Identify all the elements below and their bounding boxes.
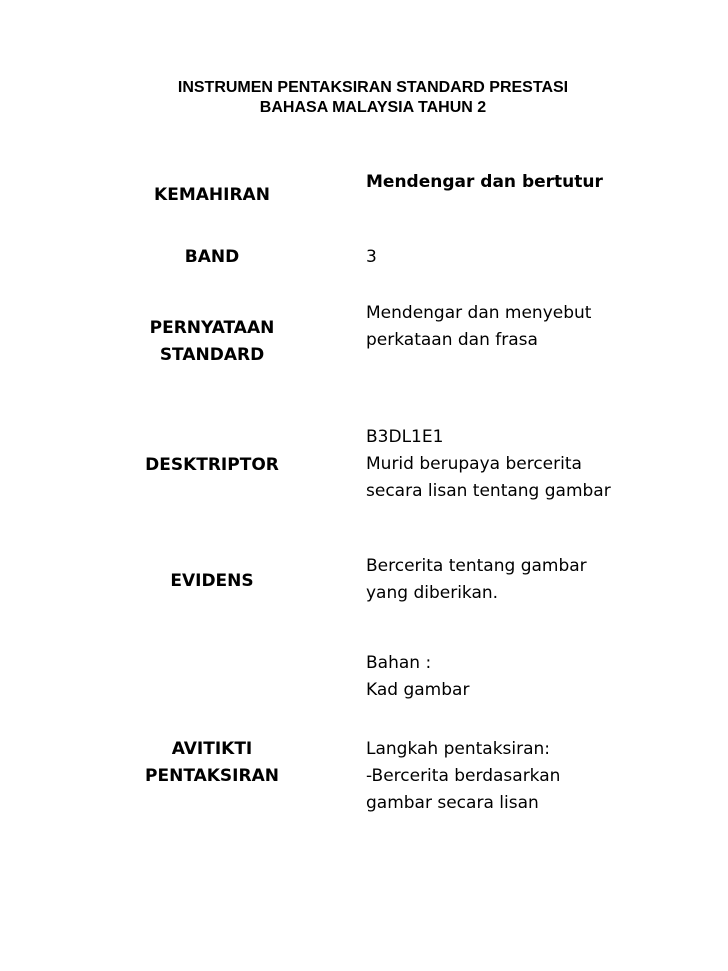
label-kemahiran: KEMAHIRAN — [154, 185, 270, 205]
value-aktiviti-bahan: Bahan : Kad gambar — [366, 653, 470, 700]
title-line-2: BAHASA MALAYSIA TAHUN 2 — [259, 99, 487, 116]
value-pernyataan-standard: Mendengar dan menyebut perkataan dan frasa — [366, 303, 592, 350]
label-aktiviti-pentaksiran: AVITIKTI PENTAKSIRAN — [145, 739, 279, 786]
value-aktiviti-langkah: Langkah pentaksiran: -Bercerita berdasarkan gambar secara lisan — [366, 739, 561, 813]
label-evidens: EVIDENS — [170, 571, 254, 591]
value-kemahiran: Mendengar dan bertutur — [366, 172, 603, 192]
label-band: BAND — [184, 247, 240, 267]
label-pernyataan-standard: PERNYATAAN STANDARD — [149, 318, 275, 365]
value-deskriptor: B3DL1E1 Murid berupaya bercerita secara lisan tentang gambar — [366, 427, 611, 501]
label-deskriptor: DESKTRIPTOR — [145, 455, 279, 475]
value-evidens: Bercerita tentang gambar yang diberikan. — [366, 556, 587, 603]
title-line-1: INSTRUMEN PENTAKSIRAN STANDARD PRESTASI — [177, 79, 569, 96]
document-title — [133, 78, 613, 118]
value-band: 3 — [366, 247, 377, 267]
